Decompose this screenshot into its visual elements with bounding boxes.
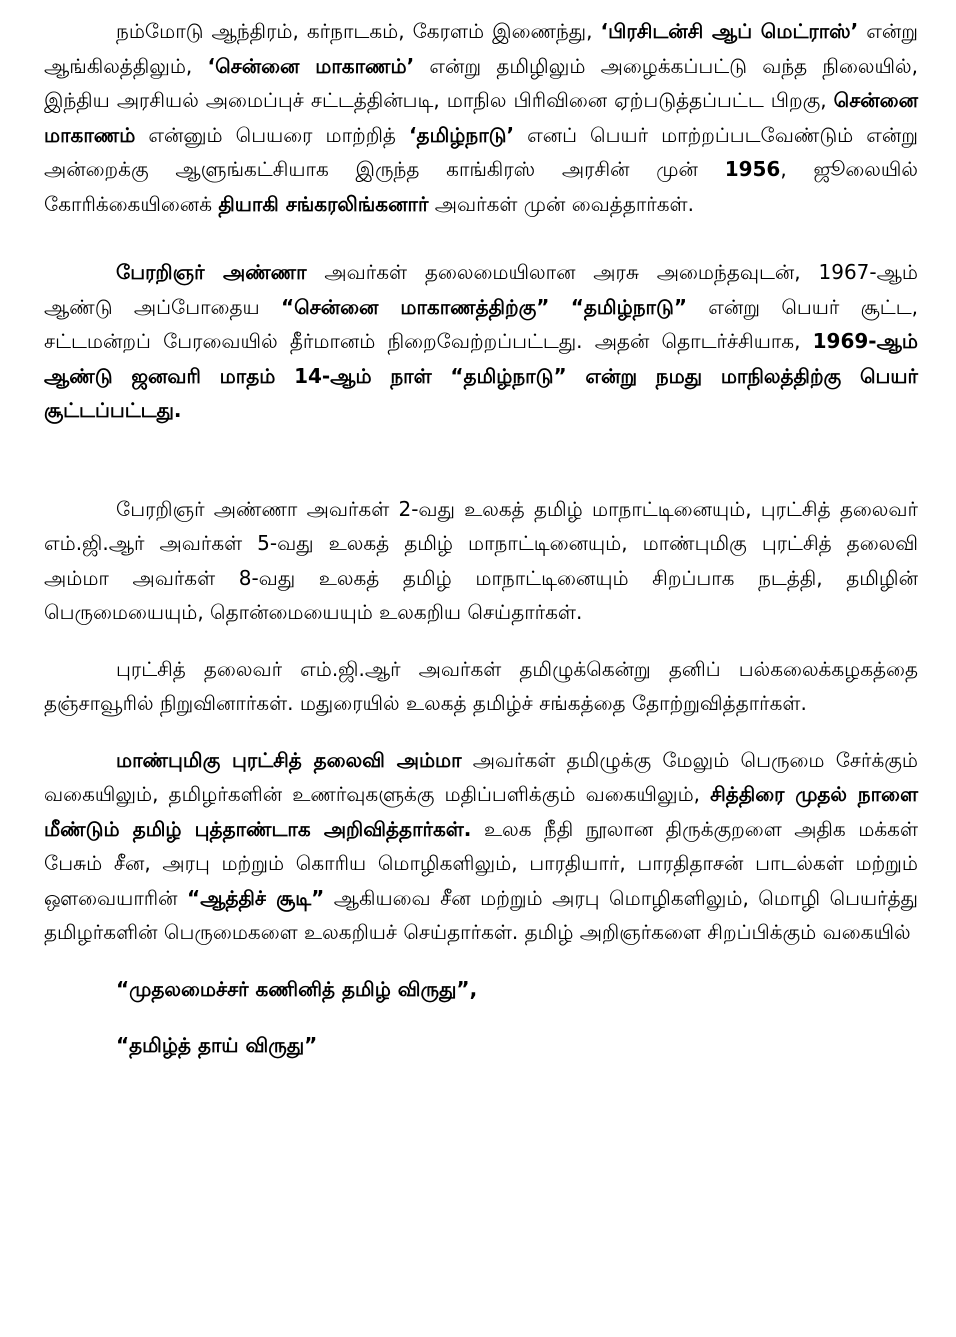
bold-text-run: சென்னை மாகாணம் (44, 88, 918, 147)
text-run: அவர்கள் தலைமையிலான அரசு அமைந்தவுடன், 1967-ஆம் ஆண்டு அப்போதைய (44, 260, 919, 319)
paragraph-spacer (44, 428, 918, 492)
bold-text-run: ‘பிரசிடன்சி ஆப் மெட்ராஸ்’ (600, 19, 859, 43)
bold-text-run: தியாகி சங்கரலிங்கனார் (218, 191, 429, 216)
bold-text-run: சித்திரை முதல் நாளை மீண்டும் தமிழ் புத்தாண்டாக அறிவித்தார்கள். (44, 782, 919, 841)
text-run (549, 295, 570, 319)
text-run: அவர்கள் முன் வைத்தார்கள். (428, 191, 694, 216)
text-run: பேரறிஞர் அண்ணா அவர்கள் 2-வது உலகத் தமிழ் மாநாட்டினையும், புரட்சித் தலைவர் எம்.ஜி.ஆர் அவர்கள் 5-வது உலகத் தமிழ் மாநாட்டினையும், மாண்புமிகு புரட்சித் தலைவி அம்மா அவர்கள் 8-வது உலகத் தமிழ் மாநாட்டினையும் சிறப்பாக நடத்தி, தமிழின் பெருமையையும், தொன்மையையும் உலகறிய செய்தார்கள். (44, 496, 918, 624)
paragraph-spacer (44, 630, 918, 652)
text-run: என்று தமிழிலும் அழைக்கப்பட்டு வந்த நிலையில், இந்திய அரசியல் அமைப்புச் சட்டத்தின்படி, மாநில பிரிவினை ஏற்படுத்தப்பட்ட பிறகு, (44, 53, 918, 112)
paragraph-madras-presidency (44, 14, 918, 221)
text-run: உலக நீதி நூலான திருக்குறளை அதிக மக்கள் பேசும் சீன, அரபு மற்றும் கொரிய மொழிகளிலும், பாரதியார், பாரதிதாசன் பாடல்கள் மற்றும் ஔவையாரின் (44, 816, 918, 910)
bold-text-run: ‘சென்னை மாகாணம்’ (207, 53, 415, 78)
paragraph-tamil-university (44, 652, 918, 721)
bold-text-run: 1969-ஆம் ஆண்டு ஜனவரி மாதம் 14-ஆம் நாள் “தமிழ்நாடு” என்று நமது மாநிலத்திற்கு பெயர் சூட்டப்பட்டது. (44, 329, 918, 422)
text-run: புரட்சித் தலைவர் எம்.ஜி.ஆர் அவர்கள் தமிழுக்கென்று தனிப் பல்கலைக்கழகத்தை தஞ்சாவூரில் நிறுவினார்கள். மதுரையில் உலகத் தமிழ்ச் சங்கத்தை தோற்றுவித்தார்கள். (44, 656, 918, 715)
text-run: அவர்கள் தமிழுக்கு மேலும் பெருமை சேர்க்கும் வகையிலும், தமிழர்களின் உணர்வுகளுக்கு மதிப்பளிக்கும் வகையிலும், (44, 747, 918, 806)
text-run: , ஜூலையில் கோரிக்கையினைக் (44, 157, 918, 216)
text-run: ஆகியவை சீன மற்றும் அரபு மொழிகளிலும், மொழி பெயர்த்து தமிழர்களின் பெருமைகளை உலகறியச் செய்தார்கள். தமிழ் அறிஞர்களை சிறப்பிக்கும் வகையில் (44, 885, 919, 944)
paragraph-tamil-new-year (44, 743, 918, 950)
bold-text-run: “சென்னை மாகாணத்திற்கு” (280, 294, 550, 319)
bold-text-run: 1956 (724, 157, 781, 181)
text-run: எனப் பெயர் மாற்றப்படவேண்டும் என்று அன்றைக்கு ஆளுங்கட்சியாக இருந்த காங்கிரஸ் அரசின் முன் (44, 122, 918, 181)
paragraph-spacer (44, 721, 918, 743)
paragraph-spacer (44, 1006, 918, 1028)
bold-text-run: ‘தமிழ்நாடு’ (408, 122, 515, 147)
text-run: என்னும் பெயரை மாற்றித் (135, 122, 409, 147)
text-run: என்று ஆங்கிலத்திலும், (44, 19, 918, 78)
paragraph-spacer (44, 950, 918, 972)
paragraph-anna-renaming (44, 255, 918, 428)
paragraph-spacer (44, 221, 918, 255)
award-name-computer-tamil: “முதலமைச்சர் கணினித் தமிழ் விருது”, (116, 976, 478, 1001)
text-run: நம்மோடு ஆந்திரம், கர்நாடகம், கேரளம் இணைந்து, (116, 19, 601, 43)
bold-text-run: “ஆத்திச் சூடி” (187, 885, 325, 910)
bold-text-run: பேரறிஞர் அண்ணா (116, 260, 307, 284)
paragraph-world-tamil-conferences (44, 492, 918, 630)
award-name-tamil-thai: “தமிழ்த் தாய் விருது” (116, 1033, 318, 1057)
bold-text-run: மாண்புமிகு புரட்சித் தலைவி அம்மா (116, 747, 462, 772)
text-run: என்று பெயர் சூட்ட, சட்டமன்றப் பேரவையில் தீர்மானம் நிறைவேற்றப்பட்டது. அதன் தொடர்ச்சியாக, (44, 294, 919, 353)
bold-text-run: “தமிழ்நாடு” (570, 294, 687, 319)
